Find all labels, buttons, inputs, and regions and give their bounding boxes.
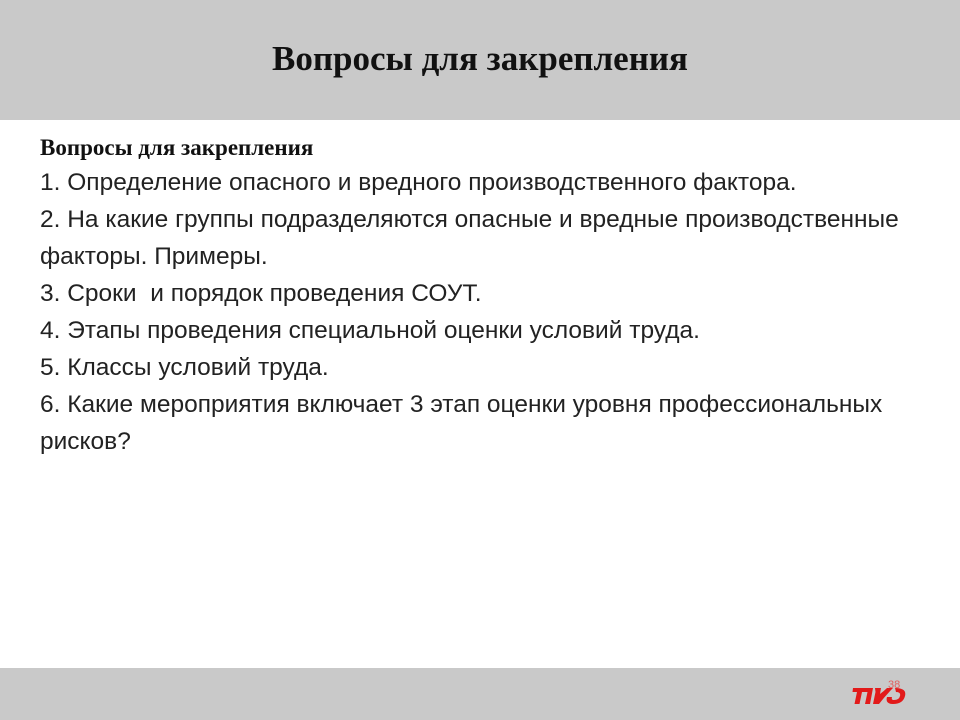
page-number: 38 [888, 679, 901, 691]
question-item: 6. Какие мероприятия включает 3 этап оценки уровня профессиональных рисков? [40, 391, 890, 455]
rzd-logo-icon [851, 682, 911, 708]
slide-body [40, 132, 920, 460]
question-item: 1. Определение опасного и вредного производственного фактора. [40, 169, 797, 196]
question-item: 2. На какие группы подразделяются опасные и вредные производственные факторы. Примеры. [40, 206, 906, 270]
slide-title: Вопросы для закрепления [272, 39, 688, 78]
question-item: 3. Сроки и порядок проведения СОУТ. [40, 280, 482, 307]
question-item: 5. Классы условий труда. [40, 354, 329, 381]
rzd-logo [851, 682, 911, 715]
body-subtitle: Вопросы для закрепления [40, 135, 314, 160]
slide-header [0, 0, 960, 120]
question-item: 4. Этапы проведения специальной оценки условий труда. [40, 317, 700, 344]
slide-footer [0, 668, 960, 720]
